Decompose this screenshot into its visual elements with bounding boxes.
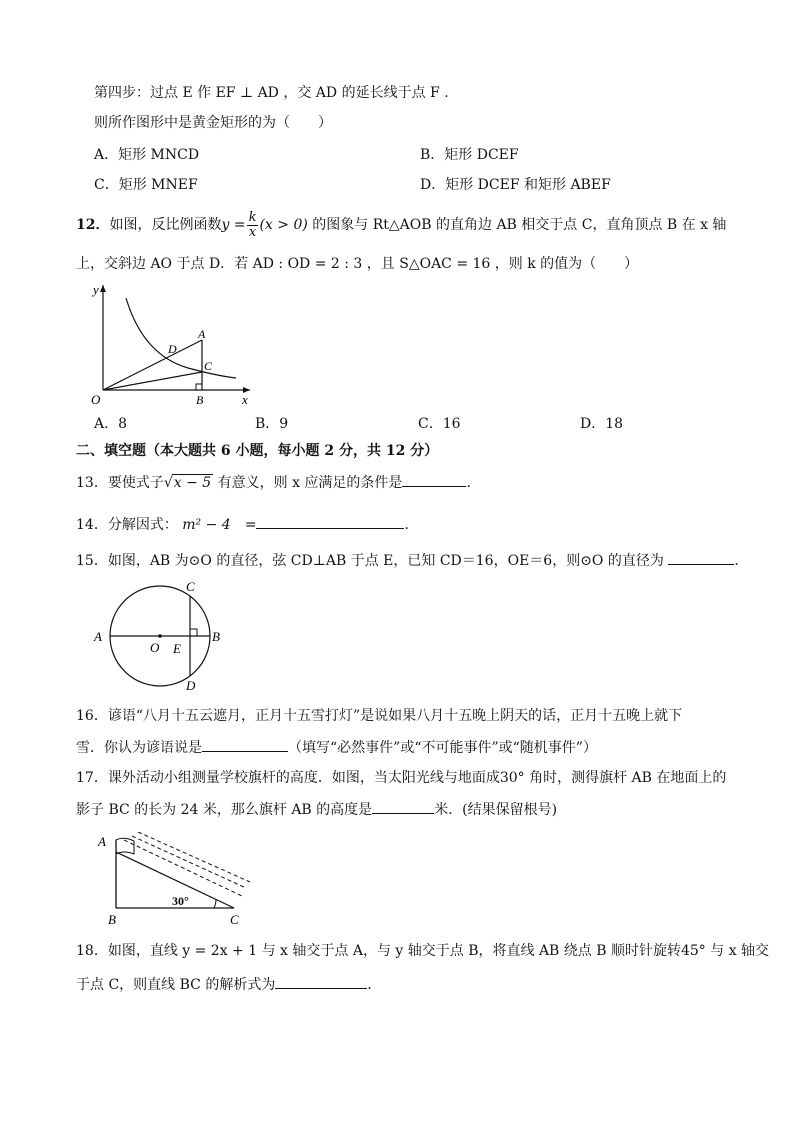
q18-end: ．: [367, 977, 382, 993]
q12-frac-num: k: [248, 209, 257, 225]
q14-end: ．: [404, 517, 419, 533]
q12-y-arrow-icon: [100, 285, 106, 292]
q11-step4: 第四步：过点 E 作 EF ⊥ AD ，交 AD 的延长线于点 F .: [94, 85, 449, 101]
q18-text: 于点 C，则直线 BC 的解析式为: [76, 977, 276, 993]
q13-text-a: 13．要使式子: [76, 475, 164, 491]
sqrt-sign-icon: √: [163, 475, 173, 491]
q12-label-x: x: [242, 392, 248, 407]
q17-sunray-1: [124, 840, 242, 896]
q12-label-c: C: [204, 359, 213, 373]
q13-end: ．: [466, 475, 481, 491]
q14-expression: m² − 4 =: [182, 517, 257, 533]
q14-answer-blank[interactable]: [256, 514, 404, 529]
q15-label-b: B: [212, 629, 220, 644]
q17-figure: [94, 832, 254, 927]
q18-line2: [76, 974, 381, 995]
q12-label-d: D: [168, 342, 177, 356]
q16-text: 雪．你认为谚语说是: [76, 740, 202, 756]
q13: [76, 472, 480, 493]
q15-label-e: E: [173, 641, 181, 656]
q15-end: ．: [734, 553, 749, 569]
q17-answer-blank[interactable]: [372, 799, 434, 814]
q13-answer-blank[interactable]: [402, 472, 466, 487]
q17-label-b: B: [108, 912, 116, 927]
q12-label-y: y: [93, 282, 99, 297]
q17-sunray-2: [132, 836, 246, 888]
q12-option-b[interactable]: B．9: [255, 416, 289, 432]
q16-answer-blank[interactable]: [202, 737, 288, 752]
q15-label-d: D: [186, 678, 196, 693]
q12-fraction: [247, 211, 259, 240]
q15-text: 15．如图，AB 为⊙O 的直径，弦 CD⊥AB 于点 E，已知 CD＝16，OE＝6，则⊙O 的直径为: [76, 553, 664, 569]
q16-line2: [76, 737, 597, 758]
q12-right-angle-icon: [196, 384, 202, 390]
q12-line-oc: [103, 372, 202, 390]
q18-answer-blank[interactable]: [275, 974, 367, 989]
q13-text-b: 有意义，则 x 应满足的条件是: [217, 475, 403, 491]
q17-label-a: A: [98, 834, 106, 849]
q12-intro: 如图，反比例函数: [109, 217, 222, 233]
q15: [76, 550, 748, 571]
section-2-heading: 二、填空题（本大题共 6 小题，每小题 2 分，共 12 分）: [76, 443, 439, 459]
q16-hint: （填写“必然事件”或“不可能事件”或“随机事件”）: [288, 740, 597, 756]
q12-func-y: y =: [221, 217, 246, 233]
q12-label-o: O: [91, 392, 101, 407]
q15-label-c: C: [186, 579, 195, 594]
q12-hyperbola: [126, 298, 236, 378]
q17-text: 影子 BC 的长为 24 米，那么旗杆 AB 的高度是: [76, 802, 373, 818]
q15-figure: [90, 578, 230, 696]
q13-radicand: x − 5: [173, 475, 212, 491]
q11-option-c[interactable]: C．矩形 MNEF: [94, 177, 198, 193]
q17-text-end: 米．(结果保留根号): [434, 802, 558, 818]
q11-question: 则所作图形中是黄金矩形的为（ ）: [94, 115, 332, 131]
q12-domain: (x > 0): [259, 217, 308, 233]
q17-label-c: C: [230, 912, 239, 927]
q17-line2: [76, 799, 557, 820]
q12-label-a: A: [198, 327, 206, 341]
q12-frac-den: x: [248, 224, 257, 240]
q17-sunray-3: [138, 832, 250, 882]
q14: [76, 514, 418, 535]
q12-label-b: B: [196, 393, 204, 407]
q11-option-d[interactable]: D．矩形 DCEF 和矩形 ABEF: [420, 177, 611, 193]
q15-answer-blank[interactable]: [668, 550, 734, 565]
q12-option-a[interactable]: A．8: [94, 416, 128, 432]
q12-intro-rest: 的图象与 Rt△AOB 的直角边 AB 相交于点 C，直角顶点 B 在 x 轴: [312, 217, 727, 233]
q12-line2: 上，交斜边 AO 于点 D．若 AD : OD = 2 : 3 ，且 S△OAC = 16 ，则 k 的值为（ ）: [76, 256, 639, 272]
q12-number: 12．: [76, 217, 110, 233]
q12-figure: [88, 280, 258, 410]
q15-center-dot: [158, 634, 162, 638]
q12-option-d[interactable]: D．18: [580, 416, 624, 432]
q11-option-a[interactable]: A．矩形 MNCD: [94, 147, 200, 163]
q18-line1: 18．如图，直线 y = 2x + 1 与 x 轴交于点 A，与 y 轴交于点 B，将直线 AB 绕点 B 顺时针旋转45° 与 x 轴交: [76, 943, 770, 959]
q14-text: 14．分解因式：: [76, 517, 178, 533]
q12-line1: [76, 210, 726, 240]
q17-angle-arc: [214, 899, 216, 908]
q17-line1: 17．课外活动小组测量学校旗杆的高度．如图，当太阳光线与地面成30° 角时，测得旗杆 AB 在地面上的: [76, 770, 727, 786]
q15-right-angle-icon: [190, 629, 197, 636]
q15-label-o: O: [150, 640, 160, 655]
q11-option-b[interactable]: B．矩形 DCEF: [420, 147, 519, 163]
q12-option-c[interactable]: C．16: [418, 416, 461, 432]
q15-label-a: A: [94, 629, 102, 644]
q16-line1: 16．谚语“八月十五云遮月，正月十五雪打灯”是说如果八月十五晚上阴天的话，正月十五晚上就下: [76, 708, 683, 724]
q17-angle-label: 30°: [172, 894, 189, 908]
